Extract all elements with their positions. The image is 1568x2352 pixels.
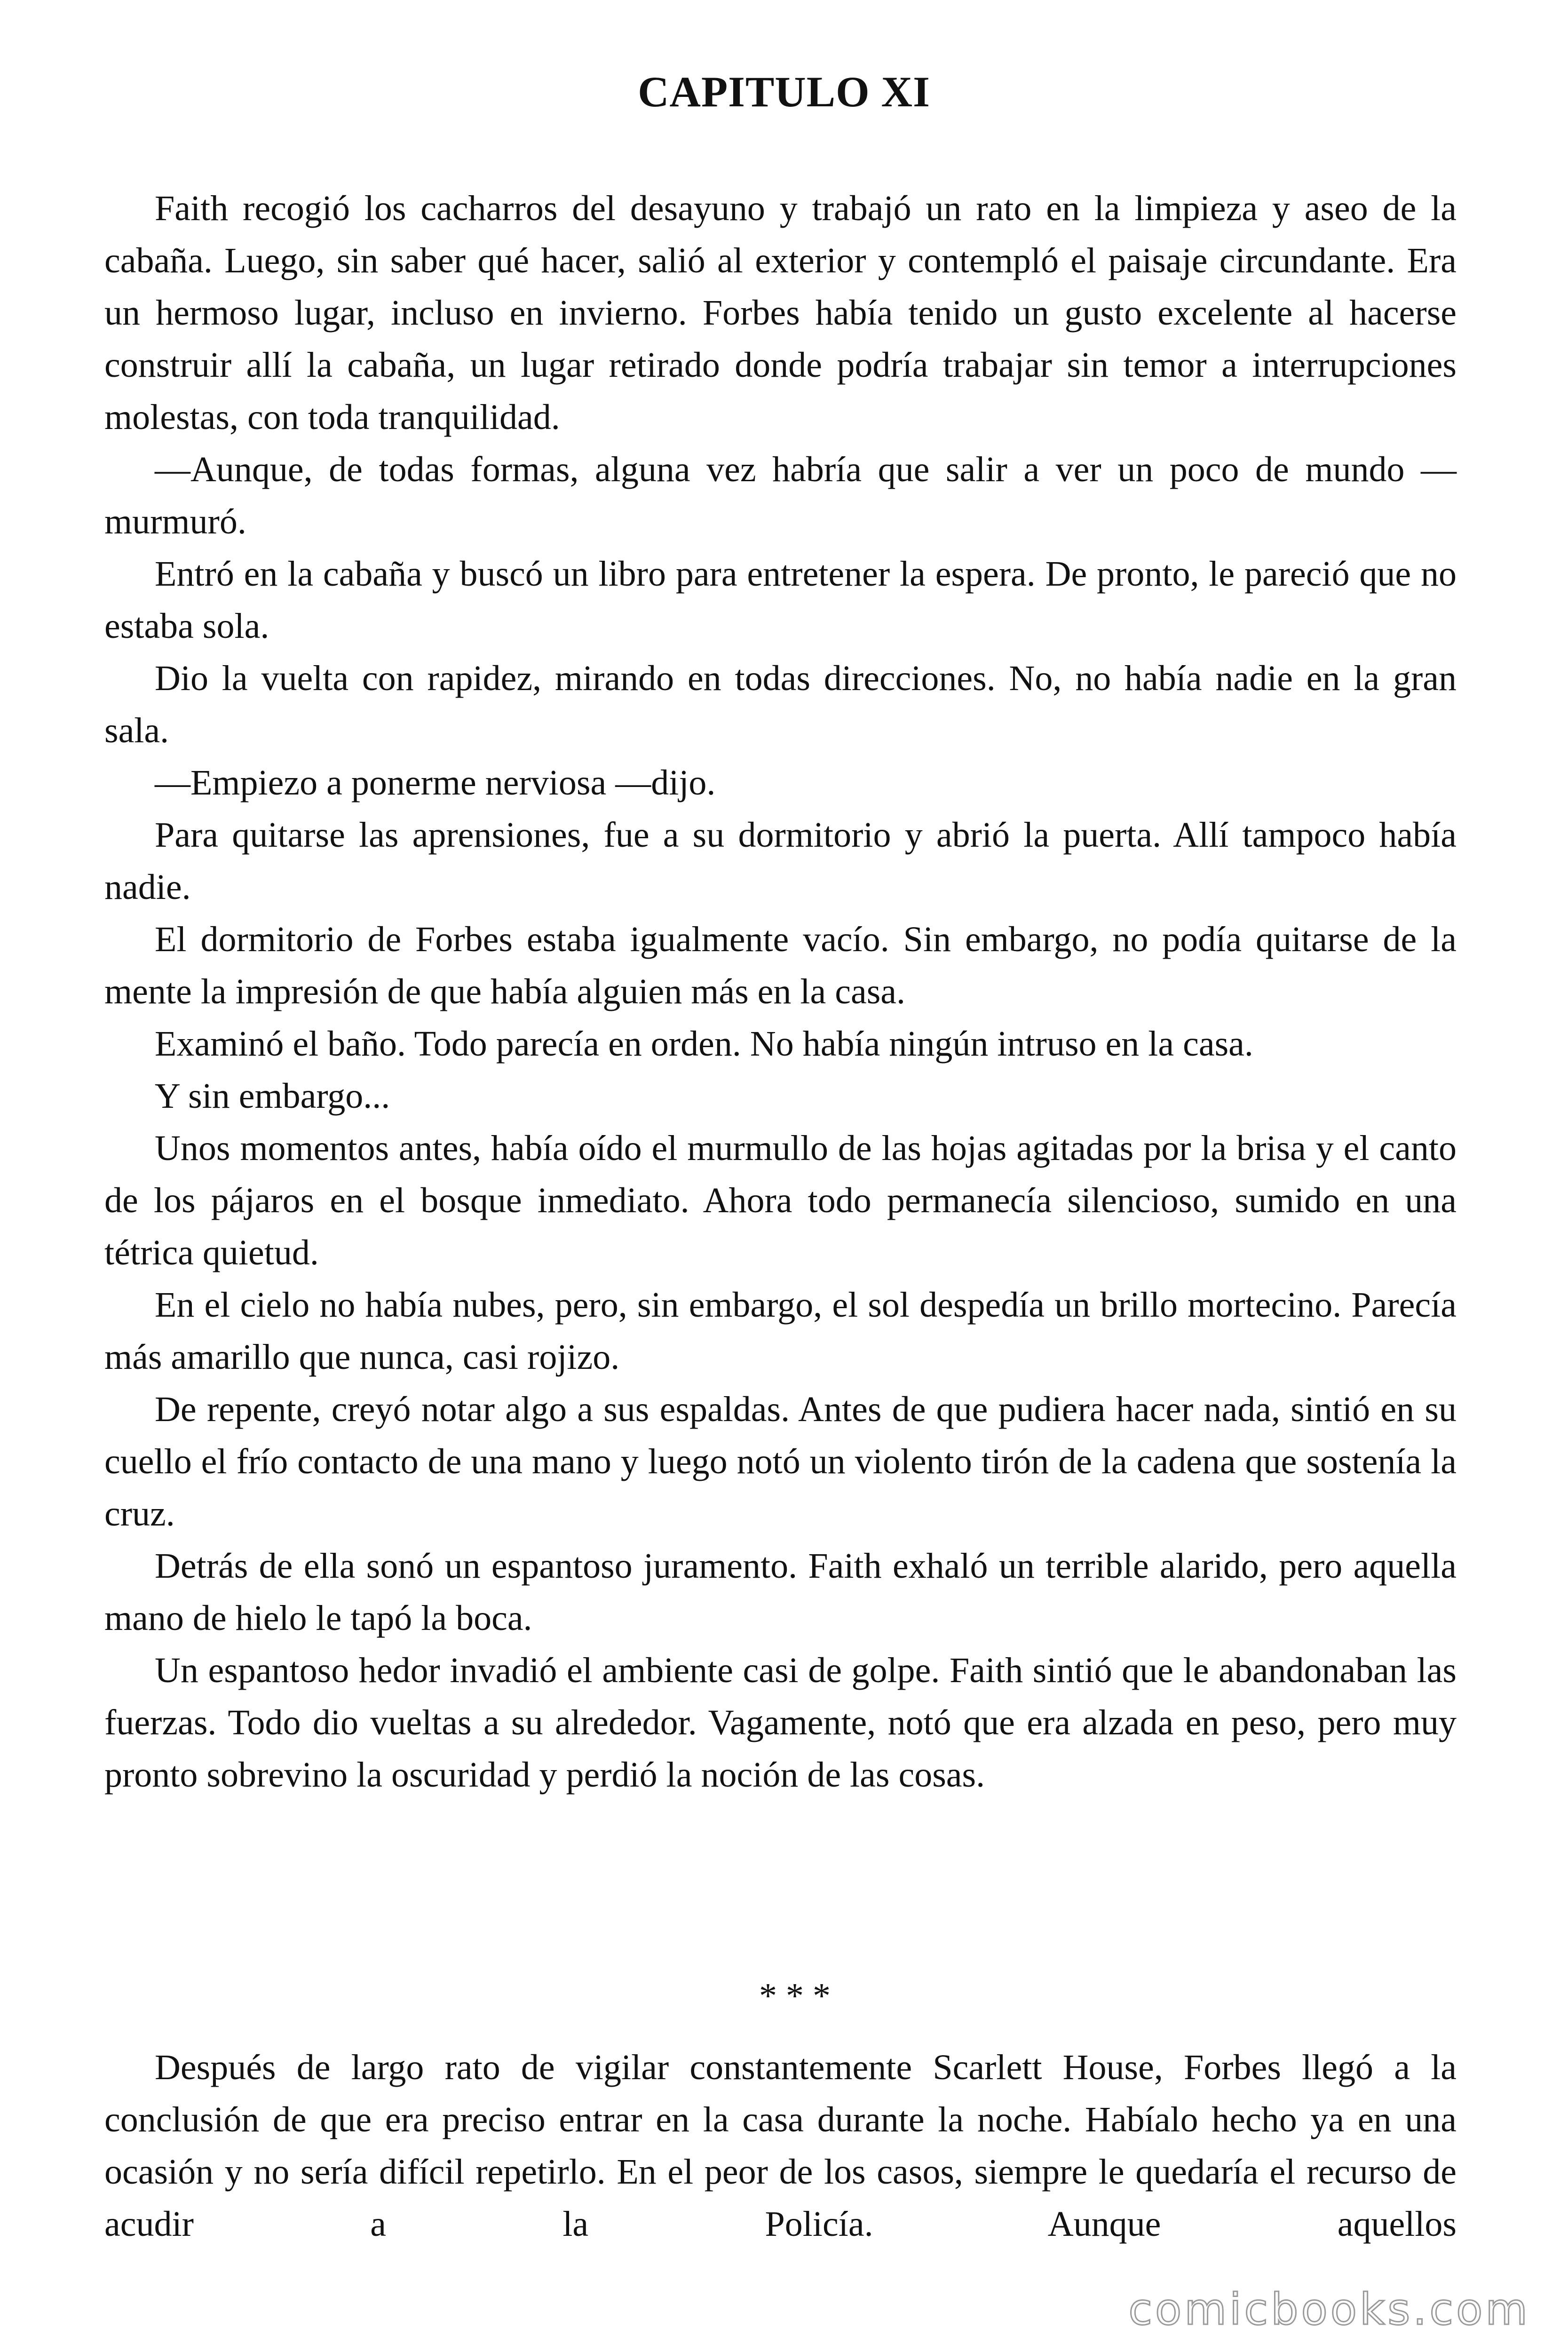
paragraph: Detrás de ella sonó un espantoso juramento. Faith exhaló un terrible alarido, pero aquella mano de hielo le tapó la boca. — [104, 1546, 1457, 1638]
watermark: comicbooks.com — [1128, 2284, 1530, 2335]
paragraph: El dormitorio de Forbes estaba igualmente vacío. Sin embargo, no podía quitarse de la mente la impresión de que había alguien más en la casa. — [104, 920, 1457, 1011]
section-separator: * * * — [759, 1976, 831, 2016]
paragraph: De repente, creyó notar algo a sus espaldas. Antes de que pudiera hacer nada, sintió en su cuello el frío contacto de una mano y luego notó un violento tirón de la cadena que sostenía la cruz. — [104, 1390, 1457, 1534]
paragraph: Faith recogió los cacharros del desayuno y trabajó un rato en la limpieza y aseo de la cabaña. Luego, sin saber qué hacer, salió al exterior y contempló el paisaje circundante. Era un hermoso lugar, incluso en invierno. Forbes había tenido un gusto excelente al hacerse construir allí la cabaña, un lugar retirado donde podría trabajar sin temor a interrupciones molestas, con toda tranquilidad. — [104, 189, 1457, 437]
paragraph: Después de largo rato de vigilar constantemente Scarlett House, Forbes llegó a la conclusión de que era preciso entrar en la casa durante la noche. Habíalo hecho ya en una ocasión y no sería difícil repetirlo. En el peor de los casos, siempre le quedaría el recurso de acudir a la Policía. Aunque aquellos — [104, 2048, 1457, 2244]
paragraph: En el cielo no había nubes, pero, sin embargo, el sol despedía un brillo mortecino. Parecía más amarillo que nunca, casi rojizo. — [104, 1285, 1457, 1377]
paragraph: Para quitarse las aprensiones, fue a su dormitorio y abrió la puerta. Allí tampoco había nadie. — [104, 815, 1457, 907]
paragraph: Entró en la cabaña y buscó un libro para entretener la espera. De pronto, le pareció que no estaba sola. — [104, 554, 1457, 646]
paragraph: Examinó el baño. Todo parecía en orden. No había ningún intruso en la casa. — [155, 1024, 1253, 1064]
paragraph: Y sin embargo... — [155, 1076, 390, 1116]
chapter-title: CAPITULO XI — [638, 68, 930, 116]
paragraph: Un espantoso hedor invadió el ambiente casi de golpe. Faith sintió que le abandonaban las fuerzas. Todo dio vueltas a su alrededor. Vagamente, notó que era alzada en peso, pero muy pronto sobrevino la oscuridad y perdió la noción de las cosas. — [104, 1651, 1457, 1795]
paragraph: Unos momentos antes, había oído el murmullo de las hojas agitadas por la brisa y el canto de los pájaros en el bosque inmediato. Ahora todo permanecía silencioso, sumido en una tétrica quietud. — [104, 1128, 1457, 1272]
chapter-body — [104, 183, 1457, 1801]
paragraph: —Empiezo a ponerme nerviosa —dijo. — [155, 763, 716, 803]
paragraph: —Aunque, de todas formas, alguna vez habría que salir a ver un poco de mundo —murmuró. — [104, 450, 1457, 541]
continuation-body — [104, 2042, 1457, 2250]
paragraph: Dio la vuelta con rapidez, mirando en todas direcciones. No, no había nadie en la gran sala. — [104, 659, 1457, 750]
